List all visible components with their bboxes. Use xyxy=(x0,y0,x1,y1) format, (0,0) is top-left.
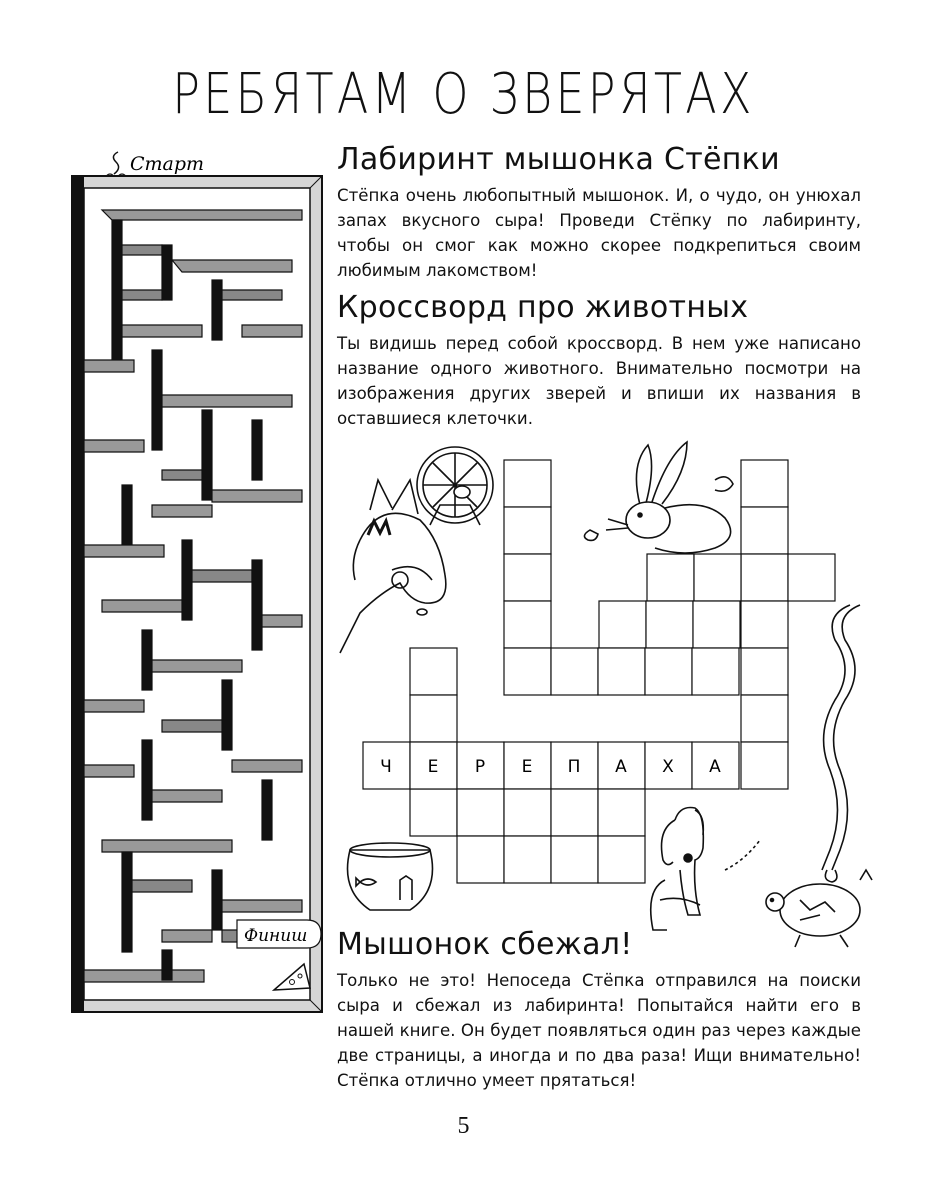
crossword-letter: Е xyxy=(427,757,439,777)
crossword-letter: П xyxy=(567,757,581,777)
crossword-grid xyxy=(363,460,835,883)
maze-section-text: Стёпка очень любопытный мышонок. И, о чудо, он унюхал запах вкусного сыра! Проведи Стёпку по лабиринту, чтобы он смог как можно скорее подкрепиться своим любимым лакомством! xyxy=(337,186,861,280)
hamster-wheel-illustration xyxy=(417,447,493,525)
dog-illustration xyxy=(651,808,760,931)
crossword-section-heading: Кроссворд про животных xyxy=(337,290,749,325)
maze-finish-label: Финиш xyxy=(244,926,308,946)
crossword-letter: Ч xyxy=(380,757,392,777)
crossword-letter: А xyxy=(615,757,627,777)
crossword-letter: Х xyxy=(662,757,674,777)
maze xyxy=(62,140,332,1020)
crossword-area xyxy=(330,430,890,950)
escape-section-text: Только не это! Непоседа Стёпка отправился на поиски сыра и сбежал из лабиринта! Попытайся найти его в нашей книге. Он будет появляться один раз через каждые две страницы, а иногда и по два раза! Ищи внимательно! Стёпка отлично умеет прятаться! xyxy=(337,971,861,1090)
maze-section-heading: Лабиринт мышонка Стёпки xyxy=(337,142,780,177)
maze-start-label: Старт xyxy=(130,153,205,175)
crossword-letter: А xyxy=(709,757,721,777)
crossword-section-text: Ты видишь перед собой кроссворд. В нем уже написано название одного животного. Внимательно посмотри на изображения других зверей и впиши их названия в оставшиеся клеточки. xyxy=(337,334,861,428)
fishbowl-illustration xyxy=(348,843,433,910)
turtle-illustration xyxy=(766,870,872,947)
maze-frame xyxy=(72,176,322,1012)
page-number: 5 xyxy=(457,1113,470,1139)
snake-illustration xyxy=(822,605,860,882)
escape-section-heading: Мышонок сбежал! xyxy=(337,927,633,962)
page-title: РЕБЯТАМ О ЗВЕРЯТАХ xyxy=(172,62,755,127)
crossword-letter: Р xyxy=(474,757,486,777)
rabbit-illustration xyxy=(584,442,733,553)
crossword-letter: Е xyxy=(521,757,533,777)
